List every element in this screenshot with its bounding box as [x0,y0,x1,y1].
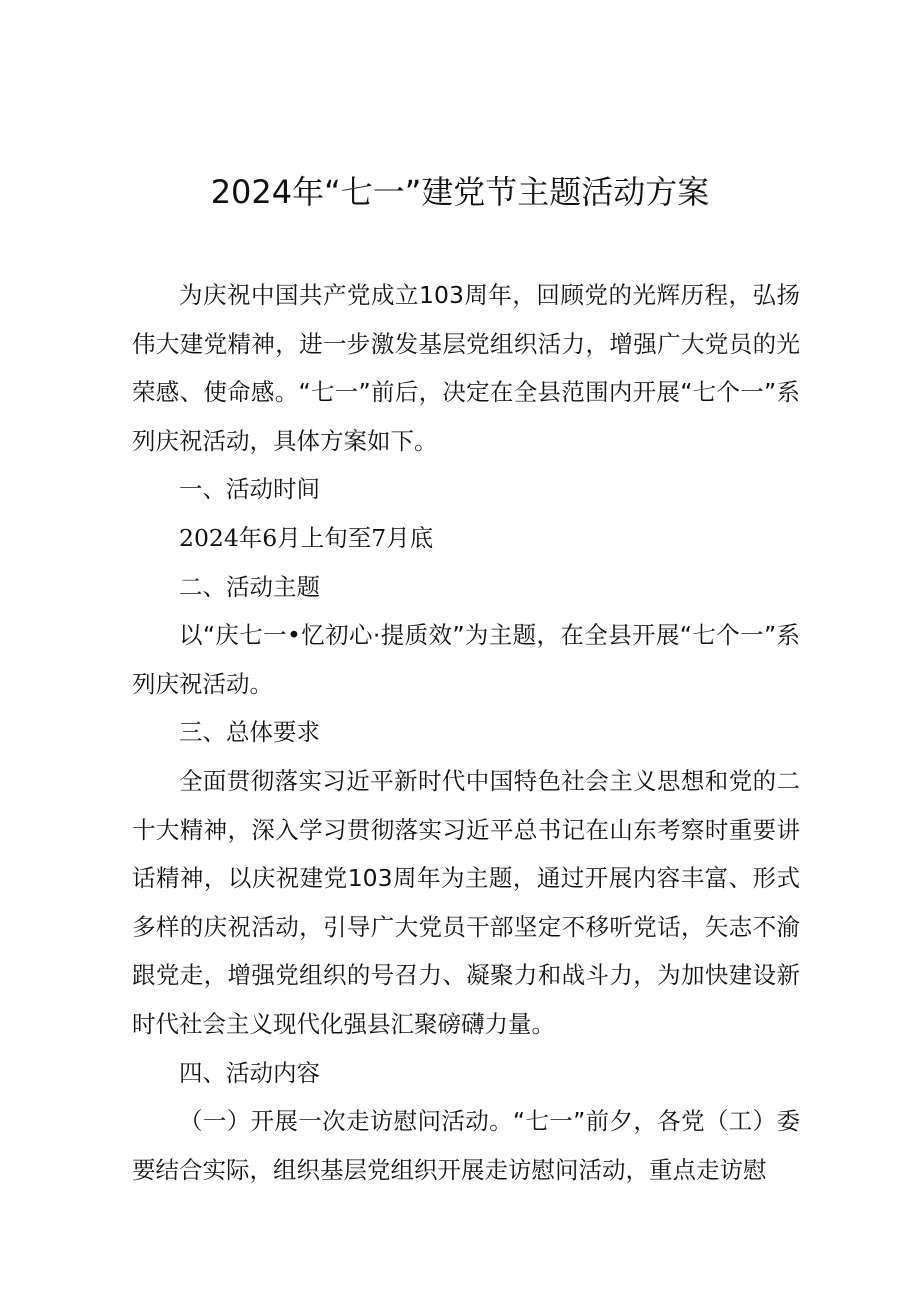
content-item-1-paragraph: （一）开展一次走访慰问活动。“七一”前夕，各党（工）委要结合实际，组织基层党组织开展走访慰问活动，重点走访慰 [132,1107,800,1184]
activity-theme-paragraph: 以“庆七一•忆初心·提质效”为主题，在全县开展“七个一”系列庆祝活动。 [132,621,800,698]
section-heading-time: 一、活动时间 [179,475,320,504]
section-heading-content: 四、活动内容 [179,1058,320,1087]
document-body [132,271,800,1194]
intro-paragraph: 为庆祝中国共产党成立103周年，回顾党的光辉历程，弘扬伟大建党精神，进一步激发基层党组织活力，增强广大党员的光荣感、使命感。“七一”前后，决定在全县范围内开展“七个一”系列庆祝活动，具体方案如下。 [132,281,800,455]
section-heading-theme: 二、活动主题 [179,572,320,601]
section-heading-requirements: 三、总体要求 [179,718,320,747]
document-title: 2024年“七一”建党节主题活动方案 [210,173,710,211]
activity-time-text: 2024年6月上旬至7月底 [179,523,434,552]
requirements-paragraph: 全面贯彻落实习近平新时代中国特色社会主义思想和党的二十大精神，深入学习贯彻落实习近平总书记在山东考察时重要讲话精神，以庆祝建党103周年为主题，通过开展内容丰富、形式多样的庆祝活动，引导广大党员干部坚定不移听党话，矢志不渝跟党走，增强党组织的号召力、凝聚力和战斗力，为加快建设新时代社会主义现代化强县汇聚磅礴力量。 [132,766,800,1038]
